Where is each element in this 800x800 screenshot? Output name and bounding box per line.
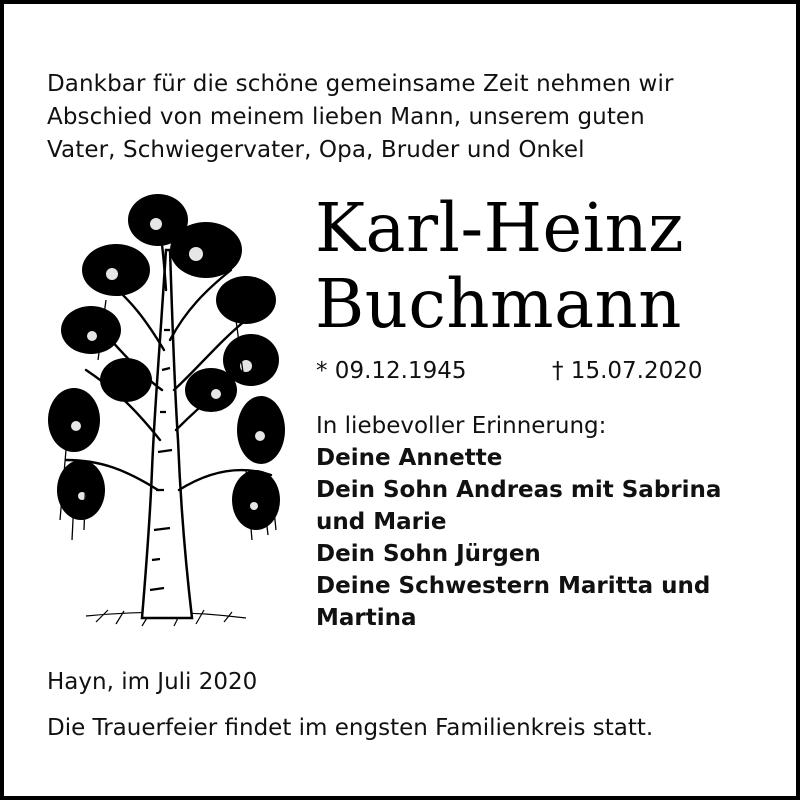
last-name: Buchmann [315, 265, 682, 343]
funeral-notice: Die Trauerfeier findet im engsten Familienkreis statt. [47, 715, 654, 741]
mourner-line: Dein Sohn Andreas mit Sabrina [316, 477, 722, 503]
intro-text [47, 68, 767, 167]
deceased-name [315, 190, 785, 342]
memory-heading: In liebevoller Erinnerung: [316, 413, 607, 439]
first-name: Karl-Heinz [315, 189, 685, 267]
life-dates [316, 354, 736, 388]
mourner-line: und Marie [316, 509, 447, 535]
intro-line: Vater, Schwiegervater, Opa, Bruder und Onkel [47, 137, 585, 163]
intro-line: Abschied von meinem lieben Mann, unserem guten [47, 104, 645, 130]
intro-line: Dankbar für die schöne gemeinsame Zeit nehmen wir [47, 71, 674, 97]
mourner-line: Dein Sohn Jürgen [316, 541, 541, 567]
birch-tree-icon [46, 190, 286, 630]
mourners-list [316, 442, 786, 634]
birth-date: * 09.12.1945 [316, 358, 467, 384]
mourner-line: Deine Annette [316, 445, 503, 471]
death-date: † 15.07.2020 [552, 358, 703, 384]
mourner-line: Deine Schwestern Maritta und [316, 573, 711, 599]
memory-block [316, 410, 786, 634]
place-date: Hayn, im Juli 2020 [47, 669, 258, 695]
mourner-line: Martina [316, 605, 417, 631]
